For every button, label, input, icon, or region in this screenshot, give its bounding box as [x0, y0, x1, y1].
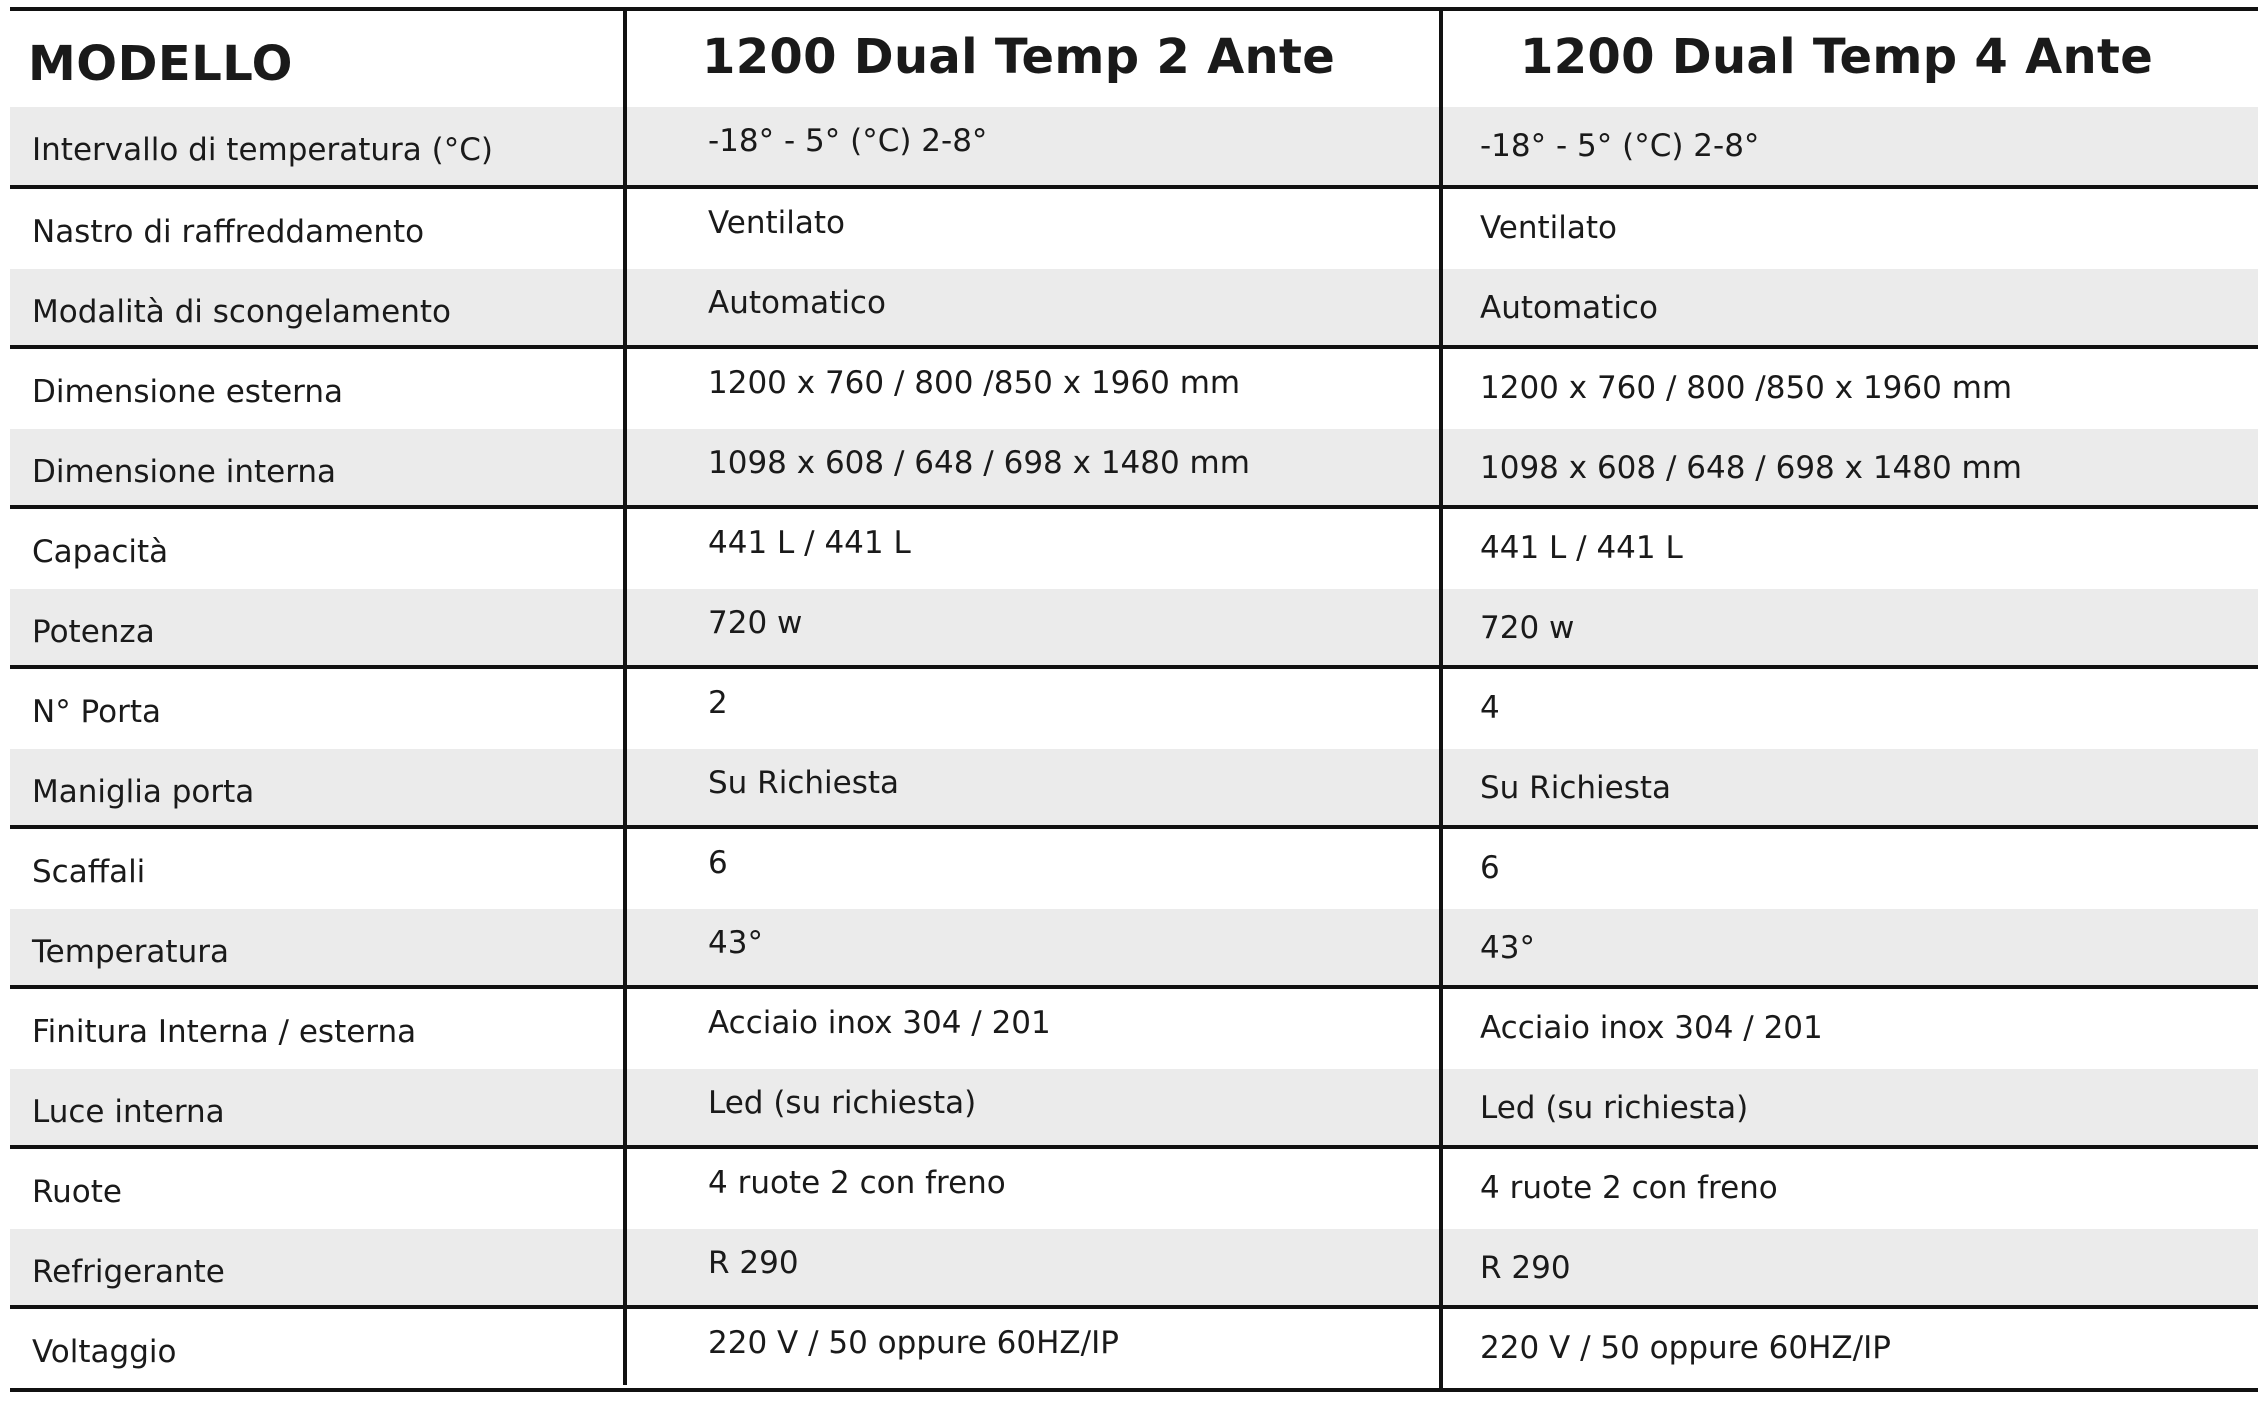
- row-value-2-doors: -18° - 5° (°C) 2-8°: [708, 123, 988, 159]
- row-value-2-doors: Su Richiesta: [708, 765, 900, 801]
- table-row-temperature-range: [10, 107, 2258, 187]
- table-row-shelves: [10, 829, 2258, 909]
- row-label: Intervallo di temperatura (°C): [32, 132, 493, 168]
- table-row-wheels: [10, 1149, 2258, 1229]
- table-row-temperature: [10, 909, 2258, 989]
- row-value-4-doors: R 290: [1480, 1250, 1571, 1286]
- column-divider-2: [1439, 7, 1443, 1392]
- header-model-4-doors: 1200 Dual Temp 4 Ante: [1520, 29, 2154, 85]
- table-row-interior-light: [10, 1069, 2258, 1149]
- table-row-door-handle: [10, 749, 2258, 829]
- row-value-2-doors: 441 L / 441 L: [708, 525, 911, 561]
- row-value-4-doors: 1098 x 608 / 648 / 698 x 1480 mm: [1480, 450, 2022, 486]
- row-label: Temperatura: [32, 934, 229, 970]
- row-value-4-doors: 720 w: [1480, 610, 1575, 646]
- row-value-4-doors: Ventilato: [1480, 210, 1618, 246]
- row-label: Dimensione esterna: [32, 374, 343, 410]
- row-label: Maniglia porta: [32, 774, 255, 810]
- row-value-4-doors: Acciaio inox 304 / 201: [1480, 1010, 1823, 1046]
- row-value-2-doors: Ventilato: [708, 205, 846, 241]
- row-label: Finitura Interna / esterna: [32, 1014, 417, 1050]
- row-value-4-doors: 4: [1480, 690, 1500, 726]
- row-value-4-doors: -18° - 5° (°C) 2-8°: [1480, 128, 1760, 164]
- header-label-model: MODELLO: [28, 36, 293, 92]
- row-value-2-doors: 6: [708, 845, 728, 881]
- row-label: Modalità di scongelamento: [32, 294, 451, 330]
- row-value-4-doors: 4 ruote 2 con freno: [1480, 1170, 1778, 1206]
- row-value-4-doors: 6: [1480, 850, 1500, 886]
- table-row-external-dimension: [10, 349, 2258, 429]
- row-label: Ruote: [32, 1174, 122, 1210]
- row-label: N° Porta: [32, 694, 161, 730]
- row-value-2-doors: Acciaio inox 304 / 201: [708, 1005, 1051, 1041]
- row-value-2-doors: 720 w: [708, 605, 803, 641]
- row-value-2-doors: 1200 x 760 / 800 /850 x 1960 mm: [708, 365, 1241, 401]
- row-value-2-doors: R 290: [708, 1245, 799, 1281]
- row-value-4-doors: Led (su richiesta): [1480, 1090, 1749, 1126]
- table-bottom-rule: [10, 1388, 2258, 1392]
- table-row-finish: [10, 989, 2258, 1069]
- row-value-4-doors: 220 V / 50 oppure 60HZ/IP: [1480, 1330, 1891, 1366]
- row-value-4-doors: Su Richiesta: [1480, 770, 1672, 806]
- column-divider-1: [623, 7, 627, 1385]
- row-value-2-doors: 4 ruote 2 con freno: [708, 1165, 1006, 1201]
- row-label: Dimensione interna: [32, 454, 337, 490]
- table-row-capacity: [10, 509, 2258, 589]
- row-value-2-doors: Automatico: [708, 285, 886, 321]
- table-row-cooling: [10, 189, 2258, 269]
- spec-table: [10, 7, 2258, 1392]
- row-label: Luce interna: [32, 1094, 225, 1130]
- table-row-door-count: [10, 669, 2258, 749]
- row-value-2-doors: 2: [708, 685, 728, 721]
- row-label: Scaffali: [32, 854, 146, 890]
- table-row-internal-dimension: [10, 429, 2258, 509]
- header-model-2-doors: 1200 Dual Temp 2 Ante: [702, 29, 1336, 85]
- row-label: Voltaggio: [32, 1334, 177, 1370]
- row-label: Potenza: [32, 614, 155, 650]
- table-row-voltage: [10, 1309, 2258, 1389]
- row-value-2-doors: 1098 x 608 / 648 / 698 x 1480 mm: [708, 445, 1250, 481]
- row-label: Nastro di raffreddamento: [32, 214, 425, 250]
- row-label: Refrigerante: [32, 1254, 225, 1290]
- table-row-refrigerant: [10, 1229, 2258, 1309]
- row-value-4-doors: 1200 x 760 / 800 /850 x 1960 mm: [1480, 370, 2013, 406]
- row-value-4-doors: Automatico: [1480, 290, 1658, 326]
- row-value-2-doors: Led (su richiesta): [708, 1085, 977, 1121]
- row-value-4-doors: 43°: [1480, 930, 1535, 966]
- row-value-2-doors: 43°: [708, 925, 763, 961]
- table-row-defrost-mode: [10, 269, 2258, 349]
- table-row-power: [10, 589, 2258, 669]
- row-value-4-doors: 441 L / 441 L: [1480, 530, 1683, 566]
- row-label: Capacità: [32, 534, 169, 570]
- row-value-2-doors: 220 V / 50 oppure 60HZ/IP: [708, 1325, 1119, 1361]
